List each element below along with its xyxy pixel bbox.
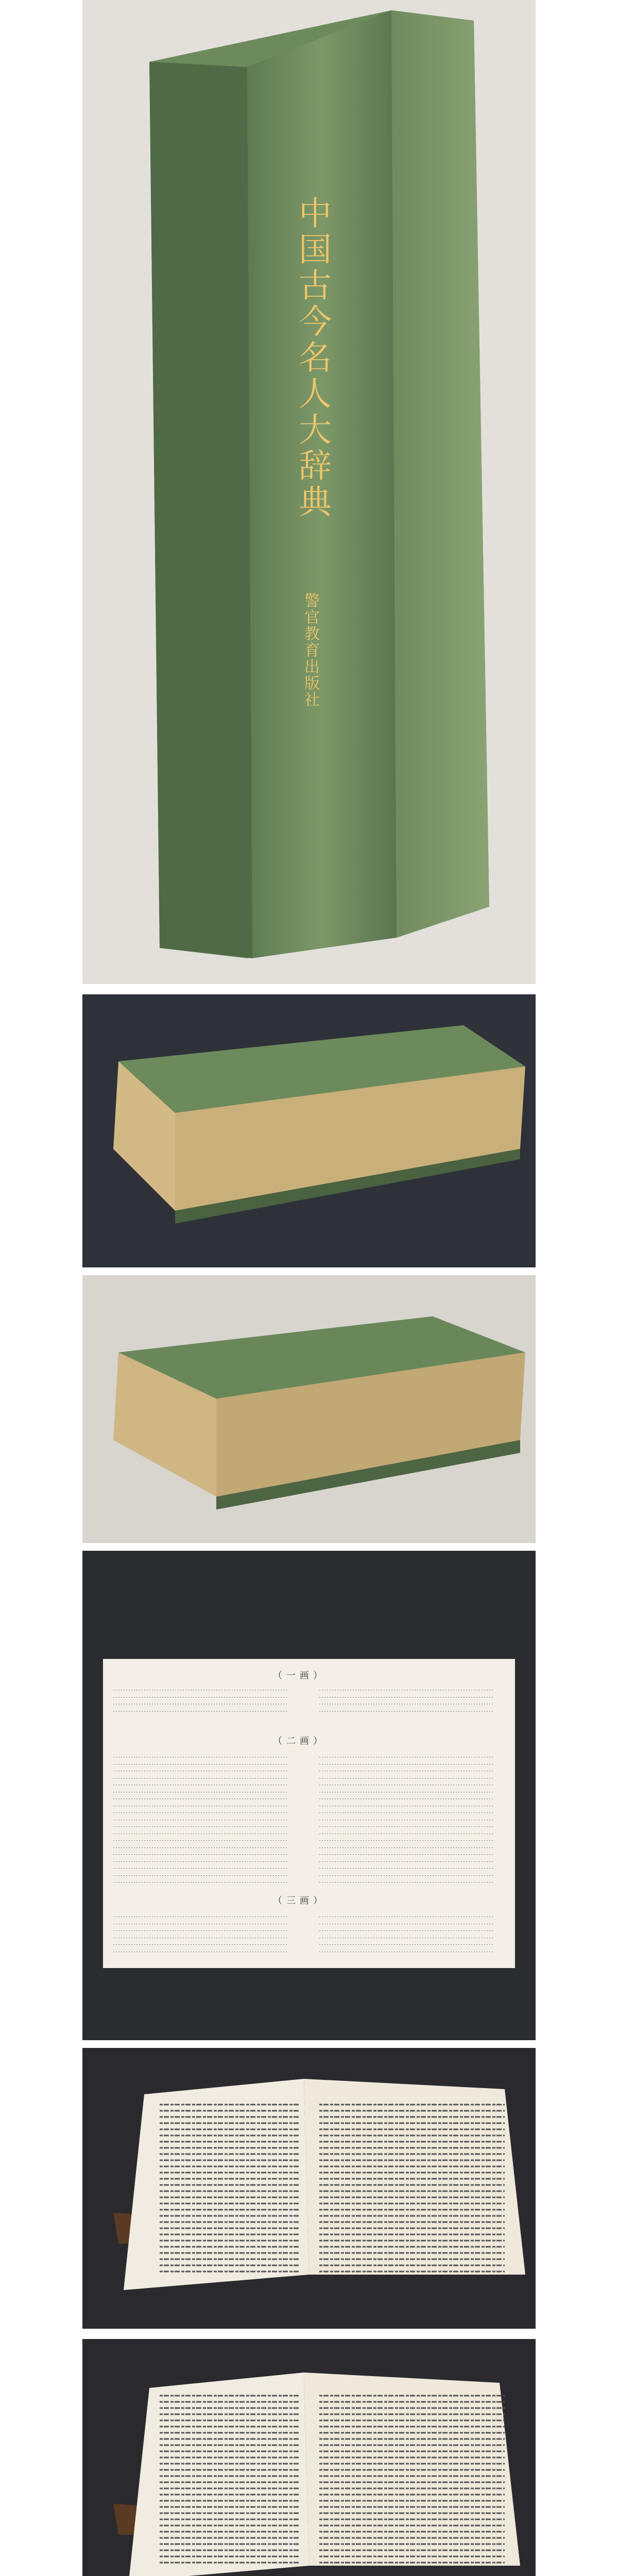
open-book-photo-1: [82, 2048, 536, 2329]
index-entry-line: [319, 1868, 494, 1869]
spine-publisher: 警官教育出版社: [301, 592, 319, 708]
index-entry-line: [113, 1930, 288, 1931]
index-section-heading: （二画）: [273, 1736, 327, 1747]
index-entry-line: [319, 1930, 494, 1931]
index-entry-line: [113, 1868, 288, 1869]
index-section-heading: （三画）: [273, 1895, 327, 1906]
open-book-photo-2: [82, 2339, 536, 2576]
index-section-heading: （一画）: [273, 1670, 327, 1681]
index-entry-line: [319, 1875, 494, 1876]
index-entry-line: [113, 1861, 288, 1862]
book-edge-art-2: [82, 1275, 536, 1543]
spine-photo: [82, 0, 536, 984]
index-entry-line: [113, 1875, 288, 1876]
index-page: [103, 1659, 515, 1968]
open-book-art-1: [82, 2048, 536, 2329]
spine-title: 中国古今名人大辞典: [293, 196, 331, 520]
index-entry-line: [113, 1812, 288, 1813]
index-entry-line: [113, 1882, 288, 1883]
index-entry-line: [319, 1812, 494, 1813]
index-entry-line: [113, 1944, 288, 1945]
index-entry-line: [113, 1840, 288, 1841]
index-entry-line: [319, 1861, 494, 1862]
open-book-art-2: [82, 2339, 536, 2576]
index-entry-line: [319, 1826, 494, 1827]
index-entry-line: [319, 1697, 494, 1698]
book-edge-photo-2: [82, 1275, 536, 1543]
index-page-photo: [82, 1551, 536, 2040]
index-entry-line: [319, 1840, 494, 1841]
index-entry-line: [319, 1882, 494, 1883]
index-entry-line: [319, 1764, 494, 1765]
index-entry-line: [319, 1854, 494, 1855]
index-entry-line: [113, 1854, 288, 1855]
book-edge-photo-1: [82, 994, 536, 1267]
index-entry-line: [113, 1697, 288, 1698]
book-edge-art-1: [82, 994, 536, 1267]
index-entry-line: [113, 1764, 288, 1765]
index-entry-line: [113, 1826, 288, 1827]
index-entry-line: [319, 1944, 494, 1945]
